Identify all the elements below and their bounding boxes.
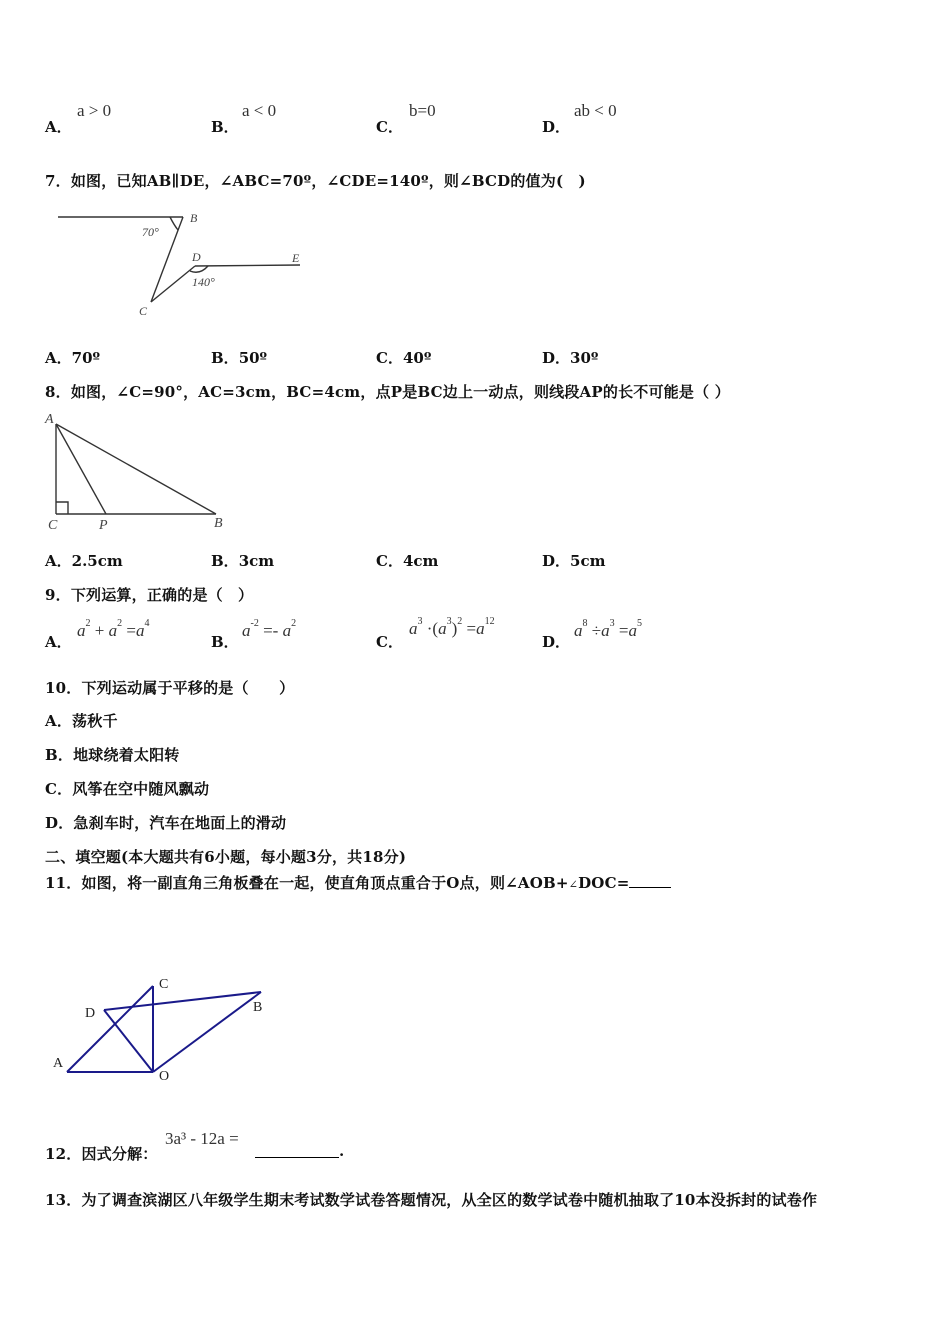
q8-option-c	[376, 550, 438, 571]
q10-option-d-letter: D．	[45, 814, 74, 832]
q10-option-b-text: 地球绕着太阳转	[73, 746, 180, 764]
q8-label-p: P	[99, 518, 108, 533]
q8-figure	[42, 408, 237, 533]
q7-label-angle-140: 140°	[192, 275, 215, 289]
q11-figure	[45, 970, 280, 1085]
q11-stem	[45, 872, 671, 893]
q11-label-a: A	[53, 1056, 64, 1071]
q8-option-a	[45, 550, 123, 571]
q6-option-c-expr: b=0	[409, 101, 436, 120]
q7-line-de	[195, 265, 300, 266]
q11-line-ob	[153, 992, 261, 1072]
q9-option-a-letter: A．	[45, 633, 72, 651]
q9-option-c-letter: C．	[376, 633, 403, 651]
q10-option-d-text: 急刹车时，汽车在地面上的滑动	[73, 814, 287, 832]
q9-option-c-expr: $a^3 \cdot(a^3)^2 =a^{12}$	[409, 616, 495, 638]
q7-label-d: D	[192, 250, 201, 264]
q11-line-db	[104, 992, 261, 1010]
q10-option-c-text: 风筝在空中随风飘动	[72, 780, 210, 798]
q7-option-b	[211, 347, 267, 368]
q7-label-b: B	[190, 211, 198, 225]
q7-option-a-letter: A．	[45, 349, 72, 367]
q6-option-c-letter: C．	[376, 118, 403, 136]
q8-option-d-letter: D．	[542, 552, 571, 570]
q11-label-o: O	[159, 1069, 170, 1084]
q10-stem: 10．下列运动属于平移的是（ ）	[45, 679, 295, 697]
angle-symbol-icon: ∠	[568, 878, 579, 891]
q9-option-d-letter: D．	[542, 633, 571, 651]
q10-option-d	[45, 812, 286, 833]
q6-option-b-expr: a < 0	[242, 101, 277, 120]
q9-option-b-expr: $a^{-2} =- a^2$	[242, 618, 297, 640]
q9-option-d-expr: $a^8 \div a^3 =a^5$	[574, 618, 642, 640]
q7-option-d-text: 30º	[570, 349, 599, 367]
q7-label-e: E	[292, 251, 300, 265]
q11-line-ac	[67, 986, 153, 1072]
q12-expression: 3a³ - 12a =	[165, 1129, 239, 1148]
q8-option-d-text: 5cm	[570, 552, 606, 570]
q8-option-d	[542, 550, 605, 571]
q9-stem: 9．下列运算，正确的是（ ）	[45, 586, 254, 604]
q10-option-a-letter: A．	[45, 712, 73, 730]
q6-option-b-letter: B．	[211, 118, 239, 136]
q8-option-b-text: 3cm	[238, 552, 275, 570]
q11-answer-blank[interactable]	[629, 887, 671, 888]
q10-option-c-letter: C．	[45, 780, 73, 798]
q11-label-d: D	[85, 1006, 96, 1021]
q11-stem-text: 11．如图，将一副直角三角板叠在一起，使直角顶点重合于O点，则∠AOB+	[45, 874, 569, 892]
q12-answer-blank[interactable]	[255, 1140, 339, 1158]
q7-label-angle-70: 70°	[142, 225, 159, 239]
section-2-heading: 二、填空题(本大题共有6小题，每小题3分，共18分)	[45, 848, 407, 866]
q8-line-ab	[56, 424, 216, 514]
q10-option-b-letter: B．	[45, 746, 74, 764]
q7-stem: 7．如图，已知AB∥DE，∠ABC=70º，∠CDE=140º，则∠BCD的值为( )	[45, 172, 586, 190]
q11-stem-tail: DOC=	[578, 874, 630, 892]
q7-option-c	[376, 347, 431, 368]
q8-option-a-letter: A．	[45, 552, 72, 570]
q9-option-b-letter: B．	[211, 633, 239, 651]
q8-label-c: C	[48, 518, 58, 533]
q7-option-c-letter: C．	[376, 349, 403, 367]
q11-label-b: B	[253, 1000, 263, 1015]
q8-option-b	[211, 550, 274, 571]
q12-period: .	[339, 1142, 345, 1160]
q7-option-a-text: 70º	[71, 349, 101, 367]
q13-stem: 13．为了调查滨湖区八年级学生期末考试数学试卷答题情况，从全区的数学试卷中随机抽取了10本没拆封的试卷作	[45, 1191, 818, 1209]
q6-option-a-expr: a > 0	[77, 101, 112, 120]
q8-option-a-text: 2.5cm	[71, 552, 123, 570]
q8-label-b: B	[214, 516, 223, 531]
q11-line-do	[104, 1010, 153, 1072]
q7-figure	[50, 205, 320, 320]
q8-right-angle-mark	[56, 502, 68, 514]
q8-option-b-letter: B．	[211, 552, 239, 570]
q9-option-a-expr: $a^2 + a^2 =a^4$	[77, 618, 150, 640]
q7-option-d	[542, 347, 598, 368]
q7-arc-140	[190, 266, 208, 272]
q7-arc-70	[170, 217, 178, 230]
q7-option-d-letter: D．	[542, 349, 571, 367]
q10-option-a-text: 荡秋千	[72, 712, 118, 730]
q12-stem: 12．因式分解：	[45, 1145, 158, 1163]
q10-option-b	[45, 744, 180, 765]
q8-option-c-text: 4cm	[402, 552, 439, 570]
q7-option-b-text: 50º	[238, 349, 268, 367]
q6-option-d-letter: D．	[542, 118, 571, 136]
q7-option-b-letter: B．	[211, 349, 239, 367]
q8-stem: 8．如图，∠C=90°，AC=3cm，BC=4cm，点P是BC边上一动点，则线段AP的长不可能是（ ）	[45, 383, 730, 401]
q7-option-c-text: 40º	[402, 349, 432, 367]
q6-option-a-letter: A．	[45, 118, 72, 136]
q7-label-c: C	[139, 304, 148, 318]
q6-option-d-expr: ab < 0	[574, 101, 617, 120]
q8-option-c-letter: C．	[376, 552, 403, 570]
q7-option-a	[45, 347, 100, 368]
q10-option-c	[45, 778, 209, 799]
q10-option-a	[45, 710, 118, 731]
q11-label-c: C	[159, 977, 169, 992]
q8-label-a: A	[45, 412, 54, 427]
